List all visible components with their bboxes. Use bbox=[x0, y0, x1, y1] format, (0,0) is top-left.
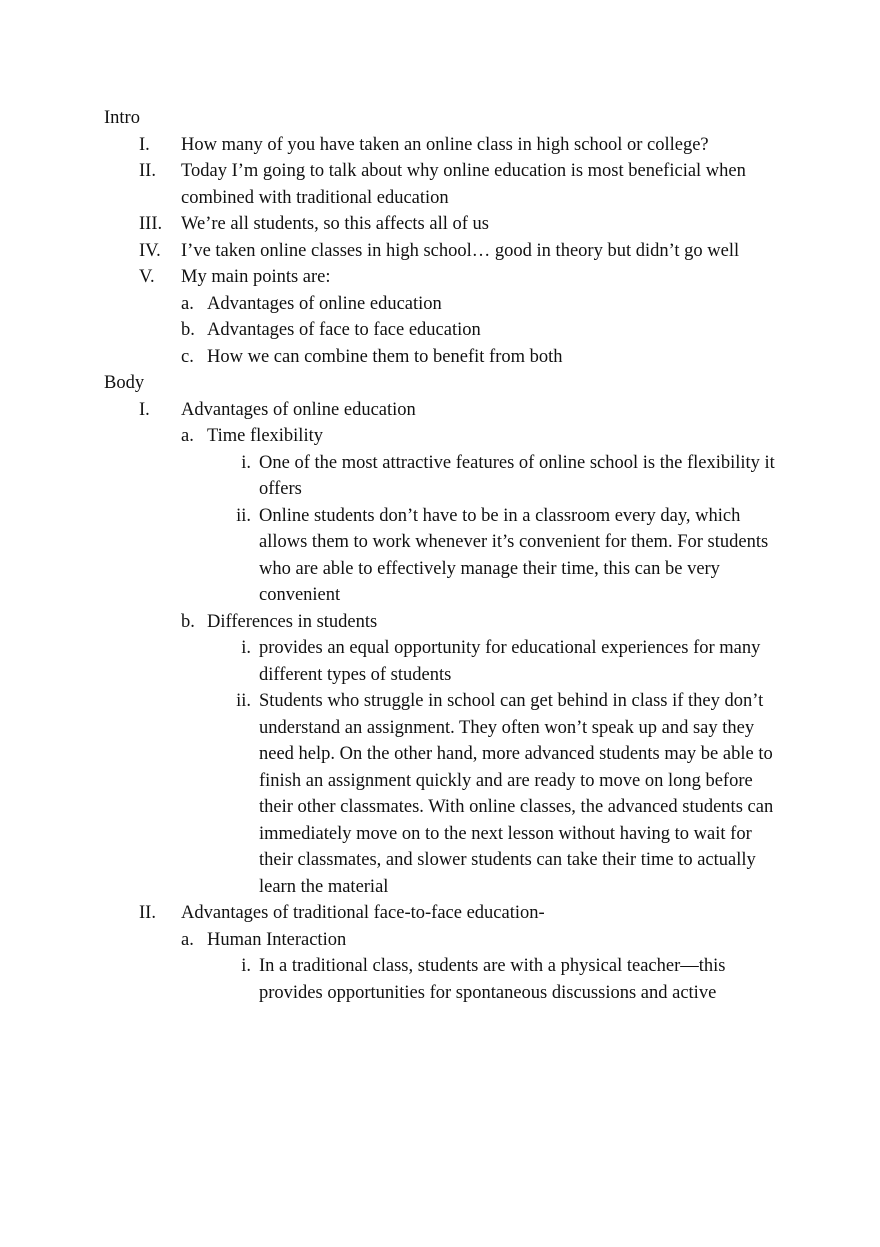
detail-item bbox=[207, 688, 794, 900]
subpoint-item bbox=[181, 609, 794, 636]
body-point-text: Advantages of traditional face-to-face education- bbox=[181, 903, 545, 923]
detail-item bbox=[207, 450, 794, 503]
intro-item-number: V. bbox=[139, 267, 155, 287]
intro-item bbox=[104, 132, 794, 159]
intro-heading: Intro bbox=[104, 108, 140, 128]
body-point-number: II. bbox=[139, 903, 156, 923]
intro-item-number: II. bbox=[139, 161, 156, 181]
detail-number: i. bbox=[241, 452, 251, 473]
subpoint-text: Differences in students bbox=[207, 611, 378, 632]
detail-item bbox=[207, 953, 794, 1006]
main-point-item bbox=[181, 344, 794, 371]
main-point-item bbox=[181, 317, 794, 344]
subpoint-item bbox=[181, 927, 794, 954]
detail-item bbox=[207, 635, 794, 688]
main-point-text: Advantages of online education bbox=[207, 293, 442, 314]
intro-item bbox=[104, 264, 794, 291]
detail-text: provides an equal opportunity for educational experiences for many different types of students bbox=[259, 638, 761, 685]
outline bbox=[104, 105, 794, 1006]
body-point-number: I. bbox=[139, 399, 150, 420]
intro-item-text: I’ve taken online classes in high school… good in theory but didn’t go well bbox=[181, 240, 740, 261]
body-point bbox=[104, 900, 794, 927]
body-point bbox=[104, 397, 794, 424]
body-point-text: Advantages of online education bbox=[181, 399, 416, 420]
intro-item-text: We’re all students, so this affects all of us bbox=[181, 214, 489, 234]
main-point-letter: b. bbox=[181, 320, 195, 340]
main-point-letter: c. bbox=[181, 346, 194, 367]
subpoint-text: Time flexibility bbox=[207, 426, 323, 446]
detail-number: i. bbox=[241, 956, 251, 976]
intro-item-number: III. bbox=[139, 214, 163, 234]
main-point-letter: a. bbox=[181, 293, 194, 314]
intro-item-text: My main points are: bbox=[181, 267, 331, 287]
detail-number: ii. bbox=[236, 505, 251, 526]
detail-text: Students who struggle in school can get behind in class if they don’t understand an assignment. They often won’t speak up and say they need help. On the other hand, more advanced students may be able to finish an assignment quickly and are ready to move on long before their other classmates. With online classes, the advanced students can immediately move on to the next lesson without having to wait for their classmates, and slower students can take their time to actually learn the material bbox=[259, 691, 774, 897]
intro-item-number: I. bbox=[139, 134, 150, 155]
subpoint-letter: a. bbox=[181, 426, 194, 446]
intro-item bbox=[104, 211, 794, 238]
intro-item-number: IV. bbox=[139, 240, 161, 261]
intro-section bbox=[104, 105, 794, 370]
detail-number: ii. bbox=[236, 691, 251, 711]
intro-item-text: Today I’m going to talk about why online education is most beneficial when combined with traditional education bbox=[181, 161, 746, 208]
main-point-text: Advantages of face to face education bbox=[207, 320, 481, 340]
detail-text: Online students don’t have to be in a classroom every day, which allows them to work whenever it’s convenient for them. For students who are able to effectively manage their time, this can be very convenient bbox=[259, 505, 769, 605]
subpoint-text: Human Interaction bbox=[207, 929, 347, 950]
detail-number: i. bbox=[241, 638, 251, 658]
intro-item bbox=[104, 158, 794, 211]
intro-item-text: How many of you have taken an online class in high school or college? bbox=[181, 134, 709, 155]
body-section bbox=[104, 370, 794, 1006]
main-point-text: How we can combine them to benefit from both bbox=[207, 346, 563, 367]
detail-text: One of the most attractive features of online school is the flexibility it offers bbox=[259, 452, 775, 499]
subpoint-letter: a. bbox=[181, 929, 194, 950]
subpoint-item bbox=[181, 423, 794, 450]
subpoint-letter: b. bbox=[181, 611, 195, 632]
detail-item bbox=[207, 503, 794, 609]
detail-text: In a traditional class, students are with a physical teacher—this provides opportunities for spontaneous discussions and active bbox=[259, 956, 726, 1003]
main-point-item bbox=[181, 291, 794, 318]
intro-item bbox=[104, 238, 794, 265]
body-heading: Body bbox=[104, 373, 145, 393]
